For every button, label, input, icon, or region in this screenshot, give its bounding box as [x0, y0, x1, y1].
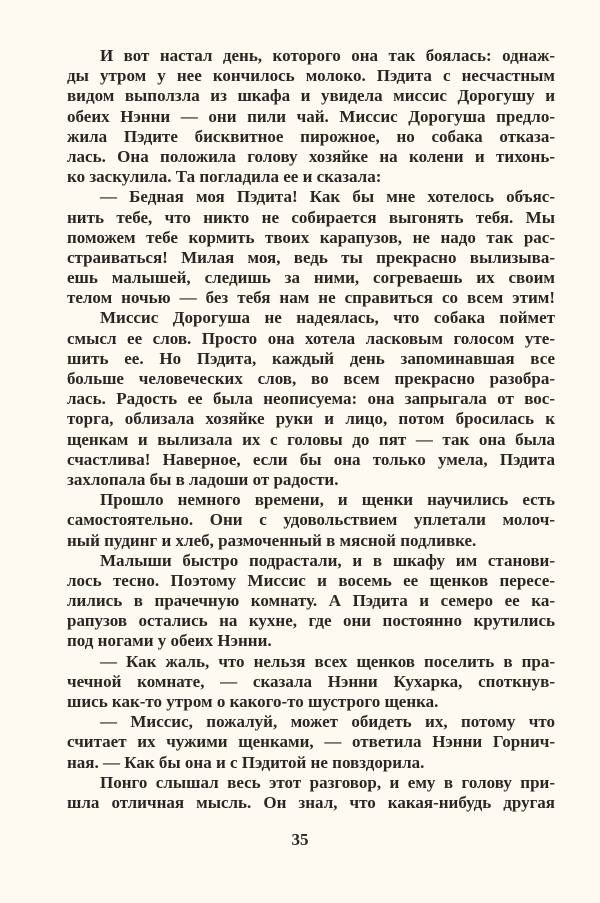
text-line: шла отличная мысль. Он знал, что какая-нибудь другая	[67, 792, 555, 812]
text-line: — Миссис, пожалуй, может обидеть их, потому что	[100, 712, 555, 732]
text-line: лась. Она положила голову хозяйке на колени и тихонь-	[67, 146, 555, 166]
text-line: щенкам и вылизала их с головы до пят — так она была	[67, 429, 555, 449]
text-line: ный пудинг и хлеб, размоченный в мясной подливке.	[67, 530, 477, 550]
text-line: Понго слышал весь этот разговор, и ему в голову при-	[100, 772, 555, 792]
text-line: самостоятельно. Они с удовольствием уплетали молоч-	[67, 510, 555, 530]
text-line: больше человеческих слов, во всем прекрасно разобра-	[67, 369, 555, 388]
text-line: смысл ее слов. Просто она хотела ласковым голосом уте-	[67, 328, 555, 348]
text-line: — Бедная моя Пэдита! Как бы мне хотелось объяс-	[100, 187, 555, 207]
text-line: страиваться! Милая моя, ведь ты прекрасно вылизыва-	[67, 247, 555, 267]
text-line: лились в прачечную комнату. А Пэдита и семеро ее ка-	[67, 591, 555, 611]
text-line: под ногами у обеих Нэнни.	[67, 631, 272, 651]
text-line: рапузов остались на кухне, где они постоянно крутились	[67, 611, 555, 631]
text-line: ды утром у нее кончилось молоко. Пэдита с несчастным	[67, 66, 555, 86]
text-line: видом выползла из шкафа и увидела миссис Дорогушу и	[67, 86, 555, 106]
text-line: ко заскулила. Та погладила ее и сказала:	[67, 167, 382, 187]
text-line: захлопала бы в ладоши от радости.	[67, 469, 339, 489]
text-line: лось тесно. Поэтому Миссис и восемь ее щенков пересе-	[67, 570, 555, 590]
text-line: чечной комнате, — сказала Нэнни Кухарка, споткнув-	[67, 671, 555, 691]
text-line: ная. — Как бы она и с Пэдитой не повздорила.	[67, 752, 425, 772]
text-line: Прошло немного времени, и щенки научились есть	[100, 490, 555, 510]
body-text	[67, 46, 555, 813]
text-line: шись как-то утром о какого-то шустрого щенка.	[67, 692, 439, 711]
text-line: жила Пэдите бисквитное пирожное, но собака отказа-	[67, 126, 555, 146]
text-line: Миссис Дорогуша не надеялась, что собака поймет	[100, 308, 555, 328]
text-line: Малыши быстро подрастали, и в шкафу им станови-	[100, 550, 555, 570]
text-line: шить ее. Но Пэдита, каждый день запоминавшая все	[67, 348, 555, 368]
text-line: поможем тебе кормить твоих карапузов, не надо так рас-	[67, 227, 555, 247]
text-line: — Как жаль, что нельзя всех щенков поселить в пра-	[100, 651, 555, 671]
text-line: И вот настал день, которого она так боялась: однаж-	[100, 46, 555, 65]
text-line: лась. Радость ее была неописуема: она запрыгала от вос-	[67, 389, 555, 409]
text-line: телом ночью — без тебя нам не справиться со всем этим!	[67, 288, 555, 308]
text-line: ешь малышей, следишь за ними, согреваешь их своим	[67, 268, 555, 288]
text-line: нить тебе, что никто не собирается выгонять тебя. Мы	[67, 207, 555, 227]
text-line: счастлива! Наверное, если бы она только умела, Пэдита	[67, 449, 555, 469]
text-line: торга, облизала хозяйке руки и лицо, потом бросилась к	[67, 409, 555, 429]
text-line: считает их чужими щенками, — ответила Нэнни Горнич-	[67, 732, 555, 752]
page-number: 35	[291, 830, 309, 849]
text-line: обеих Нэнни — они пили чай. Миссис Дорогуша предло-	[67, 106, 555, 126]
